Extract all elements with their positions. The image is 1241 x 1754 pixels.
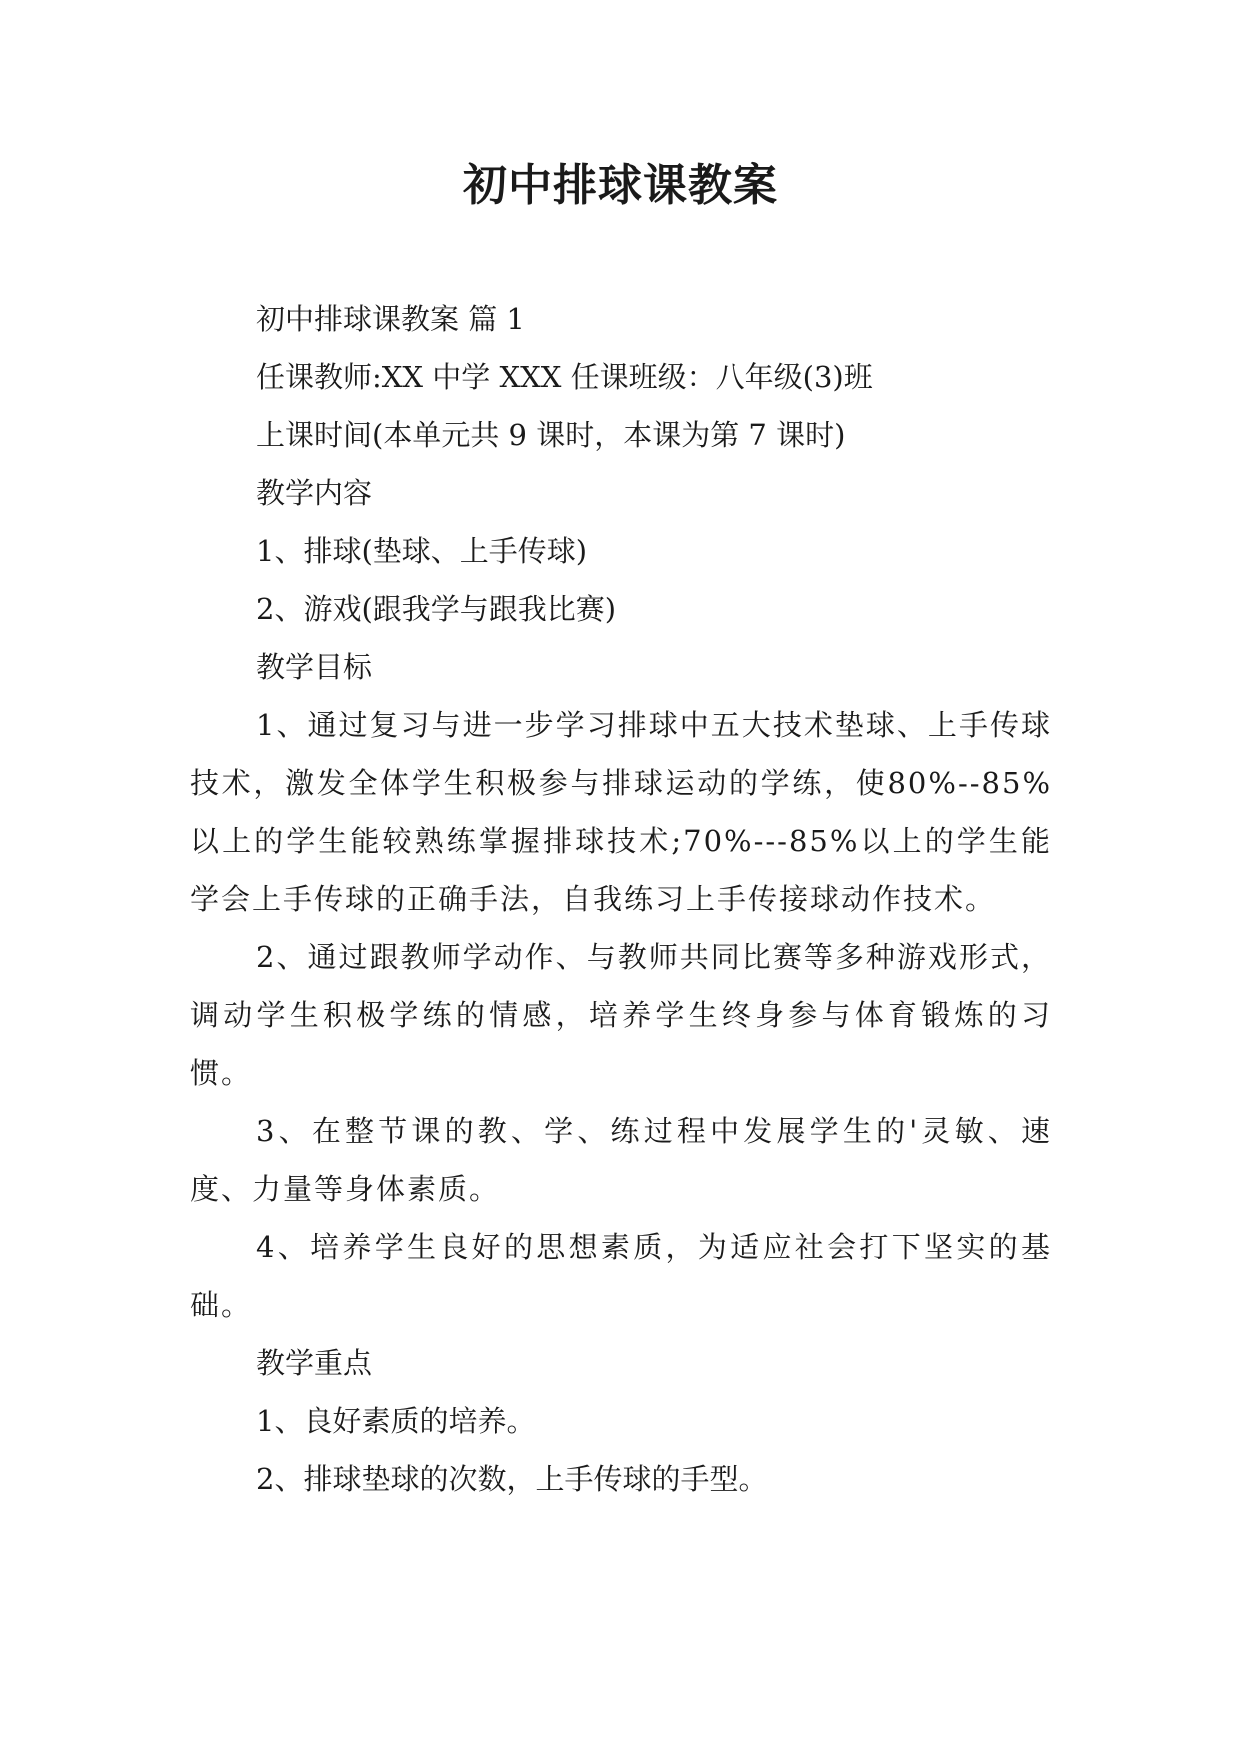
content-item: 2、游戏(跟我学与跟我比赛)	[256, 592, 617, 626]
time-line: 上课时间(本单元共 9 课时，本课为第 7 课时)	[256, 418, 846, 452]
teacher-line: 任课教师:XX 中学 XXX 任课班级：八年级(3)班	[256, 360, 873, 394]
key-point-item: 2、排球垫球的次数，上手传球的手型。	[256, 1462, 768, 1496]
section-heading: 初中排球课教案 篇 1	[256, 302, 525, 336]
content-heading: 教学内容	[256, 476, 373, 510]
key-points-heading: 教学重点	[256, 1346, 373, 1380]
content-item: 1、排球(垫球、上手传球)	[256, 534, 588, 568]
document-title: 初中排球课教案	[463, 160, 778, 211]
goals-heading: 教学目标	[256, 650, 373, 684]
key-point-item: 1、良好素质的培养。	[256, 1404, 536, 1438]
goal-paragraph: 2、通过跟教师学动作、与教师共同比赛等多种游戏形式，调动学生积极学练的情感，培养学生终身参与体育锻炼的习惯。	[190, 940, 1052, 1090]
goal-paragraph: 1、通过复习与进一步学习排球中五大技术垫球、上手传球技术，激发全体学生积极参与排球运动的学练，使80%--85%以上的学生能较熟练掌握排球技术;70%---85%以上的学生能学会上手传球的正确手法，自我练习上手传接球动作技术。	[190, 708, 1052, 916]
document-body	[190, 290, 1052, 1508]
goal-paragraph: 3、在整节课的教、学、练过程中发展学生的'灵敏、速度、力量等身体素质。	[190, 1114, 1052, 1206]
goal-paragraph: 4、培养学生良好的思想素质，为适应社会打下坚实的基础。	[190, 1230, 1052, 1322]
